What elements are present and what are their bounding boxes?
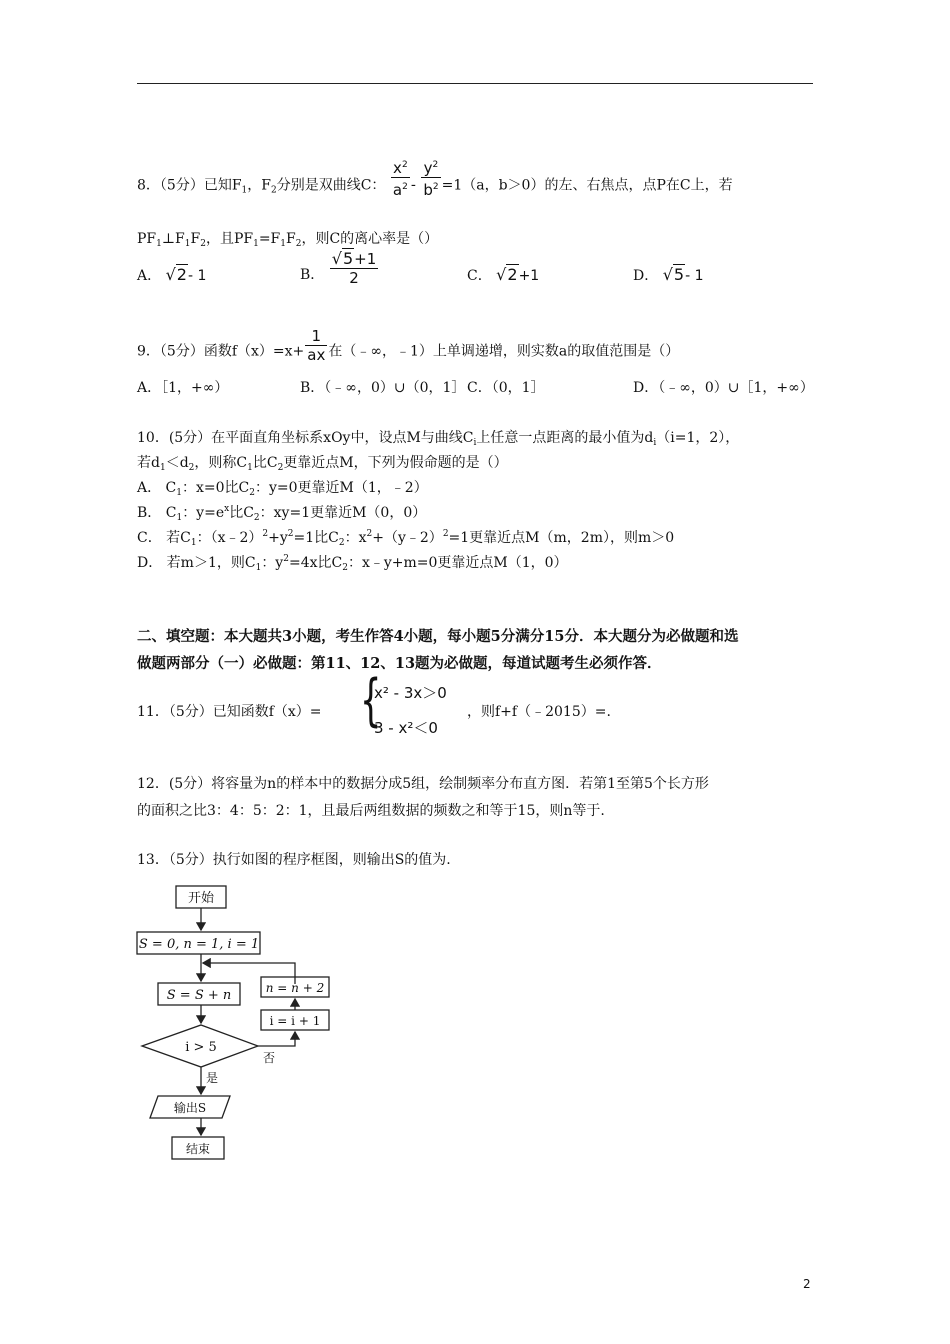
no-label: 否 [263,1051,276,1065]
q8-option-c [467,265,539,285]
sqrt-expression: √5 [331,249,354,268]
subscript: 2 [342,563,348,573]
superscript: 2 [432,182,439,192]
radicand: 2 [507,265,518,284]
q8-option-b [300,250,379,287]
piece-1: x² - 3x＞0 [374,684,447,702]
q12-stem-line2: 的面积之比3：4：5：2：1，且最后两组数据的频数之和等于15，则n等于. [137,803,605,819]
superscript: 2 [262,529,269,539]
sqrt-expression: √5 [662,265,685,284]
update-n-label: n = n + 2 [265,981,325,995]
text: ，则C的离心率是（） [301,231,439,247]
denominator: a [392,181,403,199]
q8-stem-line2 [137,228,438,249]
header-rule [137,83,813,84]
text: +1 [518,268,540,284]
superscript: 2 [283,554,289,564]
yes-label: 是 [206,1071,219,1085]
init-label: S = 0, n = 1, i = 1 [138,937,260,952]
q11-stem-end: ，则f+f（﹣2015）=. [467,704,611,720]
text: =1（a，b＞0）的左、右焦点，点P在C上，若 [441,177,733,194]
text: 8．（5分）已知F [137,177,242,194]
text: 分别是双曲线C： [276,177,386,194]
q10-option-d [137,552,568,573]
subscript: 1 [241,185,248,196]
text: ＜d [165,455,189,471]
superscript: 2 [287,529,294,539]
subscript: 1 [159,463,166,473]
text: =1比C [293,530,339,546]
text: +y [268,530,288,546]
text: ：y [261,555,284,571]
text: F [286,231,296,247]
fraction-x2-a2 [391,156,410,199]
subscript: 2 [277,463,284,473]
subscript: 1 [253,239,259,249]
subscript: 2 [295,239,302,249]
superscript: 2 [402,182,408,192]
numerator: x [393,159,402,177]
subscript: 1 [190,538,197,548]
superscript: 2 [432,160,439,170]
option-label: B． [300,267,325,283]
subscript: 2 [253,513,260,523]
superscript: x [224,504,230,514]
section-heading-line1: 二、填空题：本大题共3小题，考生作答4小题，每小题5分满分15分．本大题分为必做题和选 [137,628,739,645]
subscript: 1 [176,513,183,523]
subscript: 1 [156,239,162,249]
program-flowchart [130,880,340,1165]
minus-sign: - [410,177,416,194]
q8-stem-line1 [137,159,733,199]
text: =1更靠近点M（m，2m），则m＞0 [448,530,675,546]
text: 9．（5分）函数f（x）=x+ [137,343,305,360]
text: ：x [344,530,367,546]
text: +（y﹣2） [372,530,443,546]
numerator: y [423,159,433,177]
text: - 1 [187,268,207,284]
text: ⊥F [161,231,185,247]
text: B． C [137,505,177,521]
text: F [190,231,201,247]
sqrt-expression: √2 [496,265,518,284]
output-label: 输出S [173,1101,207,1115]
text: =F [258,231,281,247]
text: 10．(5分）在平面直角坐标系xOy中，设点M与曲线C [137,430,474,446]
text: （i=1，2）， [656,430,740,446]
text: ：y=0更靠近M（1，﹣2） [255,480,428,496]
left-brace: { [360,668,382,733]
text: D． 若m＞1，则C [137,555,256,571]
q10-stem-line2 [137,452,508,473]
text: 上任意一点距离的最小值为d [476,430,654,446]
text: ：y=e [182,505,225,521]
q12-stem-line1: 12．(5分）将容量为n的样本中的数据分成5组，绘制频率分布直方图．若第1至第5个长方形 [137,776,709,792]
start-label: 开始 [187,891,215,906]
subscript: 2 [270,185,277,196]
subscript: i [473,438,477,448]
text: - 1 [685,268,704,284]
q11-stem-start: 11．（5分）已知函数f（x）= [137,704,322,720]
subscript: 2 [200,239,206,249]
text: 若d [137,455,160,471]
superscript: 2 [442,529,449,539]
q10-option-b [137,502,426,523]
fraction-y2-b2 [421,156,440,199]
q10-option-c [137,527,674,548]
option-label: C． [467,268,492,284]
q10-stem-line1 [137,427,739,448]
subscript: 1 [247,463,253,473]
q9-stem [137,327,680,364]
end-label: 结束 [185,1142,211,1156]
piece-2: 3 - x²＜0 [374,719,438,737]
condition-label: i > 5 [185,1040,217,1055]
text: 比C [252,455,278,471]
q9-option-c: C．（0，1］ [467,380,545,396]
text: ：x=0比C [182,480,250,496]
text: ：xy=1更靠近M（0，0） [259,505,427,521]
text: 更靠近点M，下列为假命题的是（） [283,455,508,471]
superscript: 2 [401,160,408,170]
q8-option-a [137,265,206,285]
text: ：x﹣y+m=0更靠近点M（1，0） [347,555,568,571]
q13-stem: 13．（5分）执行如图的程序框图，则输出S的值为. [137,852,451,868]
superscript: 2 [366,529,373,539]
text: ，且PF [205,231,254,247]
section-heading-line2: 做题两部分（一）必做题：第11、12、13题为必做题，每道试题考生必须作答． [137,655,662,672]
text: ，F [247,177,271,194]
page-number: 2 [803,1277,811,1291]
update-i-label: i = i + 1 [269,1014,321,1028]
radicand: 5 [673,265,685,284]
sqrt-expression: √2 [165,265,187,284]
text: ：（x﹣2） [196,530,263,546]
text: PF [137,231,157,247]
subscript: 1 [280,239,287,249]
q9-option-d: D．（﹣∞，0）∪［1，+∞） [633,380,814,396]
option-label: A． [137,268,162,284]
q9-option-a: A．［1，+∞） [137,380,229,396]
q8-option-d [633,265,704,285]
fraction-1-over-ax [305,327,327,364]
text: 比C [229,505,254,521]
text: C． 若C [137,530,191,546]
fraction-sqrt5-plus1-over-2 [330,250,379,287]
text: ，则称C [194,455,248,471]
subscript: 1 [176,488,183,498]
subscript: i [653,438,657,448]
subscript: 2 [188,463,195,473]
numerator: 1 [305,327,327,346]
subscript: 2 [338,538,345,548]
radicand: 2 [176,265,187,284]
denominator: ax [307,346,326,364]
text: =4x比C [288,555,343,571]
denominator: b [423,181,433,199]
subscript: 2 [249,488,255,498]
q10-option-a [137,477,428,498]
option-label: D． [633,268,659,284]
update-s-label: S = S + n [166,988,232,1003]
text: +1 [354,250,377,268]
no-branch-arrow [258,1032,295,1046]
subscript: 1 [255,563,262,573]
text: A． C [137,480,177,496]
text: 在（﹣∞，﹣1）上单调递增，则实数a的取值范围是（） [328,343,680,360]
denominator: 2 [349,269,359,287]
radicand: 5 [342,249,354,268]
subscript: 1 [184,239,191,249]
q9-option-b: B．（﹣∞，0）∪（0，1］ [300,380,466,396]
